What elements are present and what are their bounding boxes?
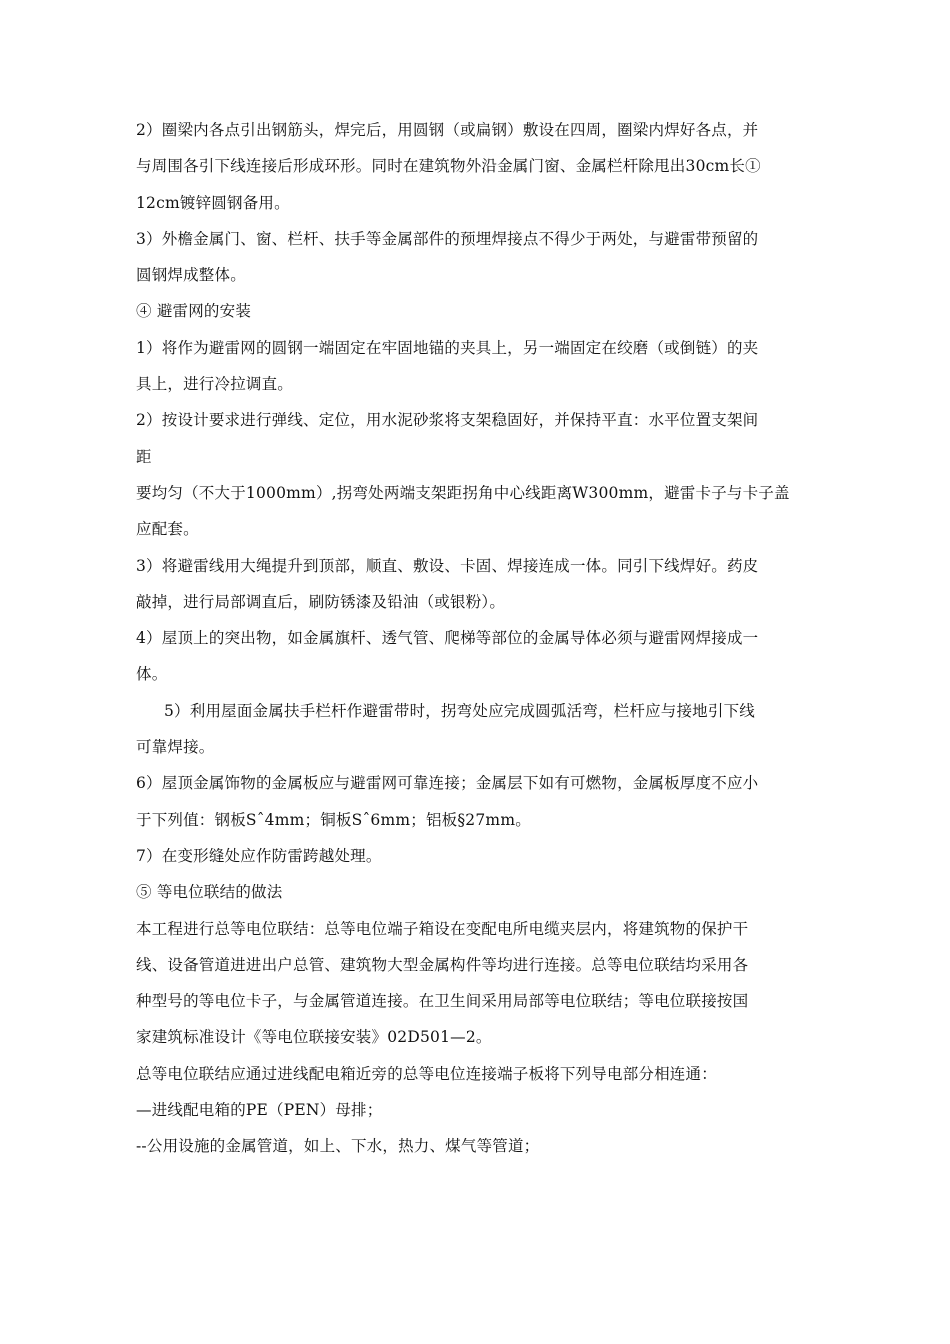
document-page [136,112,816,1165]
text-line: 与周围各引下线连接后形成环形。同时在建筑物外沿金属门窗、金属栏杆除甩出30cm长① [136,157,761,176]
text-line: 3）外檐金属门、窗、栏杆、扶手等金属部件的预埋焊接点不得少于两处，与避雷带预留的 [136,229,759,248]
text-line: 1）将作为避雷网的圆钢一端固定在牢固地锚的夹具上，另一端固定在绞磨（或倒链）的夹 [136,338,759,357]
text-line: 5）利用屋面金属扶手栏杆作避雷带时，拐弯处应完成圆弧活弯，栏杆应与接地引下线 [164,701,755,720]
text-line: 6）屋顶金属饰物的金属板应与避雷网可靠连接；金属层下如有可燃物，金属板厚度不应小 [136,774,759,793]
text-line: —进线配电箱的PE（PEN）母排； [136,1101,383,1120]
text-line: 3）将避雷线用大绳提升到顶部，顺直、敷设、卡固、焊接连成一体。同引下线焊好。药皮 [136,556,759,575]
text-line: 7）在变形缝处应作防雷跨越处理。 [136,846,382,865]
text-line: 总等电位联结应通过进线配电箱近旁的总等电位连接端子板将下列导电部分相连通： [136,1064,717,1083]
text-line: 可靠焊接。 [136,738,215,757]
text-line: 敲掉，进行局部调直后，刷防锈漆及铅油（或银粉）。 [136,592,506,611]
text-line: 距 [136,447,152,466]
text-line: 家建筑标准设计《等电位联接安装》02D501—2。 [136,1028,492,1047]
text-line: 体。 [136,665,168,684]
section-heading: ⑤ 等电位联结的做法 [136,883,283,902]
text-line: 于下列值：钢板Sˆ4mm；铜板Sˆ6mm；铝板§27mm。 [136,810,531,829]
text-line: 12cm镀锌圆钢备用。 [136,193,290,212]
text-line: 具上，进行冷拉调直。 [136,375,294,394]
text-line: 圆钢焊成整体。 [136,266,246,285]
text-line: 种型号的等电位卡子，与金属管道连接。在卫生间采用局部等电位联结；等电位联接按国 [136,992,749,1011]
text-line: 应配套。 [136,520,199,539]
text-line: 2）按设计要求进行弹线、定位，用水泥砂浆将支架稳固好，并保持平直：水平位置支架间 [136,411,759,430]
text-line: 线、设备管道进进出户总管、建筑物大型金属构件等均进行连接。总等电位联结均采用各 [136,955,749,974]
text-line: 4）屋顶上的突出物，如金属旗杆、透气管、爬梯等部位的金属导体必须与避雷网焊接成一 [136,629,759,648]
text-line: 要均匀（不大于1000mm）,拐弯处两端支架距拐角中心线距离W300mm，避雷卡子与卡子盖 [136,483,790,502]
text-line: --公用设施的金属管道，如上、下水，热力、煤气等管道； [136,1137,540,1156]
text-line: 本工程进行总等电位联结：总等电位端子箱设在变配电所电缆夹层内，将建筑物的保护干 [136,919,749,938]
section-heading: ④ 避雷网的安装 [136,302,252,321]
text-line: 2）圈梁内各点引出钢筋头，焊完后，用圆钢（或扁钢）敷设在四周，圈梁内焊好各点，并 [136,121,759,139]
